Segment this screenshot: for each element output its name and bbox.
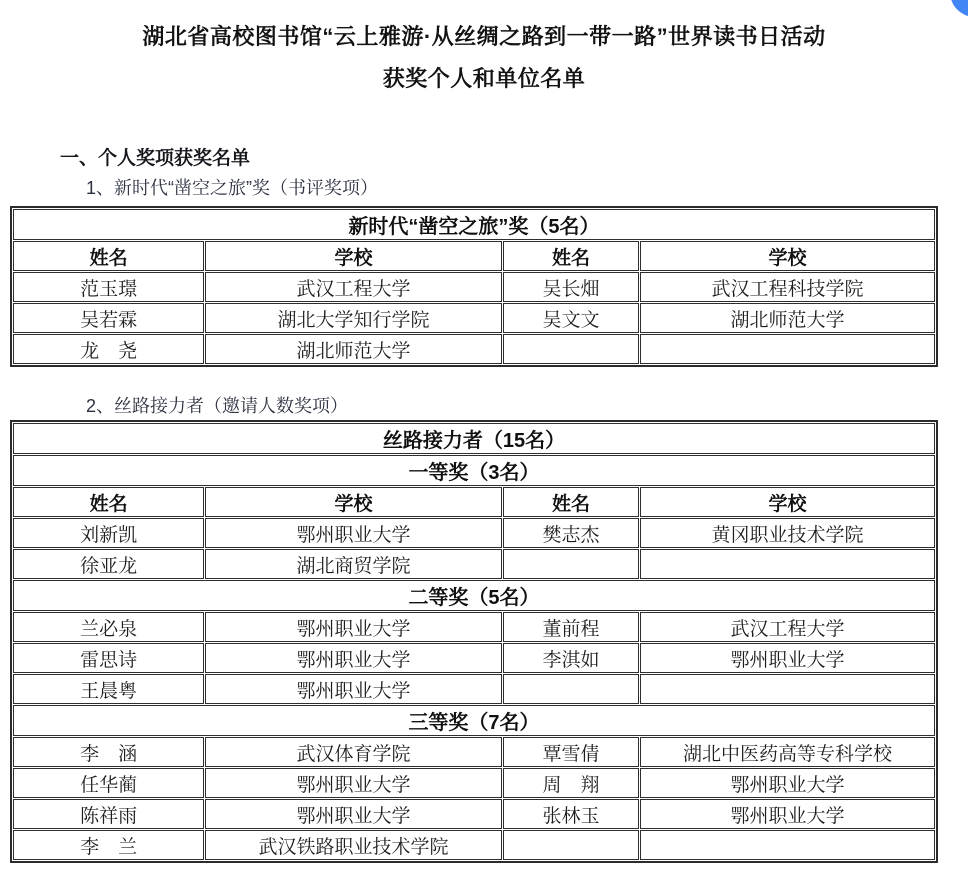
cell-name: 李 涵 xyxy=(13,737,204,767)
award-table-new-era xyxy=(10,206,938,367)
table-row xyxy=(13,799,935,829)
table-row xyxy=(13,549,935,579)
floating-corner-button[interactable] xyxy=(950,0,968,17)
prize-tier-second: 二等奖（5名） xyxy=(13,580,935,611)
table-row xyxy=(13,768,935,798)
table-row xyxy=(13,643,935,673)
cell-name: 范玉璟 xyxy=(13,272,204,302)
cell-name: 刘新凯 xyxy=(13,518,204,548)
table-row xyxy=(13,830,935,860)
cell-name: 李淇如 xyxy=(503,643,639,673)
cell-school: 湖北大学知行学院 xyxy=(205,303,502,333)
table-row xyxy=(13,737,935,767)
cell-name: 吴若霖 xyxy=(13,303,204,333)
table-header-row xyxy=(13,241,935,271)
cell-school: 鄂州职业大学 xyxy=(640,643,935,673)
cell-empty xyxy=(503,830,639,860)
table-header-row xyxy=(13,487,935,517)
header-name: 姓名 xyxy=(503,487,639,517)
table-title-cell: 丝路接力者（15名） xyxy=(13,423,935,454)
cell-name: 李 兰 xyxy=(13,830,204,860)
cell-name: 雷思诗 xyxy=(13,643,204,673)
cell-school: 鄂州职业大学 xyxy=(640,799,935,829)
cell-name: 董前程 xyxy=(503,612,639,642)
cell-empty xyxy=(640,334,935,364)
cell-name: 覃雪倩 xyxy=(503,737,639,767)
table-row xyxy=(13,303,935,333)
cell-name: 吴长畑 xyxy=(503,272,639,302)
document-title-line2: 获奖个人和单位名单 xyxy=(382,66,586,91)
table-row xyxy=(13,612,935,642)
document-title-line1: 湖北省高校图书馆“云上雅游·从丝绸之路到一带一路”世界读书日活动 xyxy=(142,24,826,49)
cell-empty xyxy=(503,674,639,704)
cell-name: 兰必泉 xyxy=(13,612,204,642)
cell-school: 鄂州职业大学 xyxy=(205,674,502,704)
header-school: 学校 xyxy=(205,241,502,271)
sub-item-award-2: 2、丝路接力者（邀请人数奖项） xyxy=(86,396,349,416)
table-row xyxy=(13,272,935,302)
cell-name: 任华蔺 xyxy=(13,768,204,798)
table-title-row xyxy=(13,423,935,454)
cell-school: 鄂州职业大学 xyxy=(205,518,502,548)
table-row xyxy=(13,674,935,704)
cell-school: 黄冈职业技术学院 xyxy=(640,518,935,548)
table-row xyxy=(13,334,935,364)
header-name: 姓名 xyxy=(13,241,204,271)
cell-name: 张林玉 xyxy=(503,799,639,829)
award-table-silk-road-relay xyxy=(10,420,938,863)
cell-name: 龙 尧 xyxy=(13,334,204,364)
cell-name: 周 翔 xyxy=(503,768,639,798)
cell-empty xyxy=(503,334,639,364)
cell-empty xyxy=(640,549,935,579)
cell-school: 武汉体育学院 xyxy=(205,737,502,767)
cell-empty xyxy=(640,674,935,704)
prize-tier-first: 一等奖（3名） xyxy=(13,455,935,486)
cell-school: 武汉工程大学 xyxy=(640,612,935,642)
cell-name: 王晨粤 xyxy=(13,674,204,704)
header-name: 姓名 xyxy=(13,487,204,517)
prize-tier-row xyxy=(13,705,935,736)
cell-name: 徐亚龙 xyxy=(13,549,204,579)
prize-tier-row xyxy=(13,455,935,486)
table-title-row xyxy=(13,209,935,240)
header-school: 学校 xyxy=(640,487,935,517)
cell-school: 鄂州职业大学 xyxy=(205,612,502,642)
cell-empty xyxy=(640,830,935,860)
header-school: 学校 xyxy=(640,241,935,271)
table-title-cell: 新时代“凿空之旅”奖（5名） xyxy=(13,209,935,240)
cell-school: 鄂州职业大学 xyxy=(640,768,935,798)
header-school: 学校 xyxy=(205,487,502,517)
cell-school: 鄂州职业大学 xyxy=(205,768,502,798)
cell-school: 湖北中医药高等专科学校 xyxy=(640,737,935,767)
cell-school: 湖北商贸学院 xyxy=(205,549,502,579)
table-row xyxy=(13,518,935,548)
cell-school: 湖北师范大学 xyxy=(640,303,935,333)
cell-name: 樊志杰 xyxy=(503,518,639,548)
cell-school: 武汉铁路职业技术学院 xyxy=(205,830,502,860)
header-name: 姓名 xyxy=(503,241,639,271)
sub-item-award-1: 1、新时代“凿空之旅”奖（书评奖项） xyxy=(86,178,378,198)
cell-school: 湖北师范大学 xyxy=(205,334,502,364)
cell-empty xyxy=(503,549,639,579)
prize-tier-row xyxy=(13,580,935,611)
cell-school: 鄂州职业大学 xyxy=(205,643,502,673)
cell-school: 鄂州职业大学 xyxy=(205,799,502,829)
prize-tier-third: 三等奖（7名） xyxy=(13,705,935,736)
cell-school: 武汉工程科技学院 xyxy=(640,272,935,302)
cell-name: 陈祥雨 xyxy=(13,799,204,829)
cell-name: 吴文文 xyxy=(503,303,639,333)
cell-school: 武汉工程大学 xyxy=(205,272,502,302)
section-heading-individual-awards: 一、个人奖项获奖名单 xyxy=(60,148,251,169)
